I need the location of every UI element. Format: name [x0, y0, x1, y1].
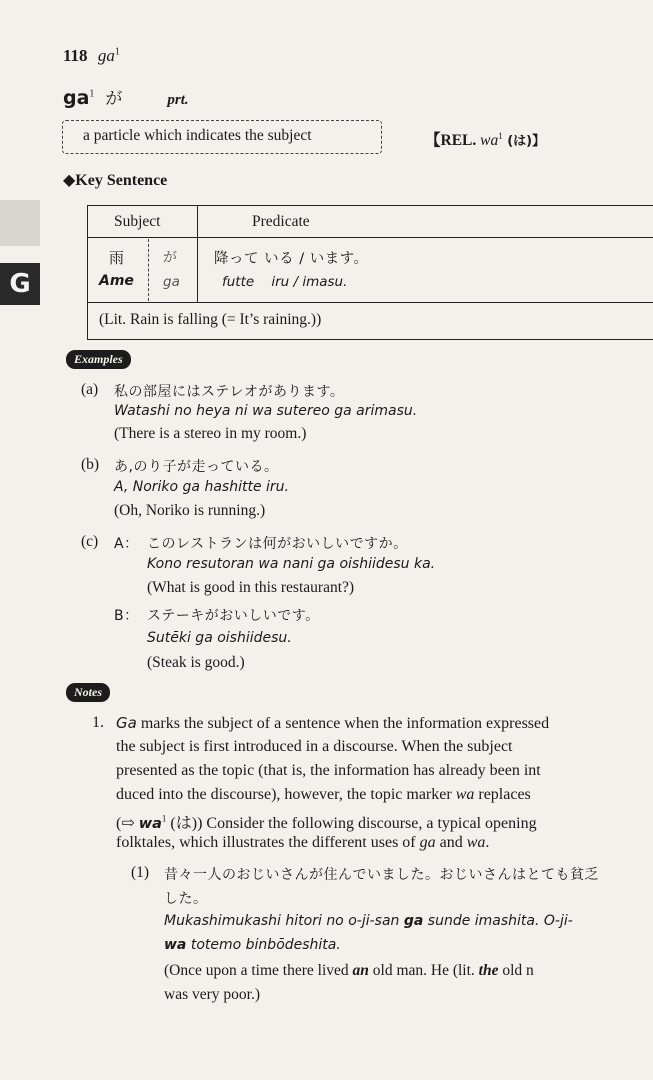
- note-1-line-6: folktales, which illustrates the different uses of ga and wa.: [116, 834, 490, 851]
- example-b-mark: (b): [81, 456, 100, 473]
- subject-jp: 雨: [109, 249, 125, 267]
- table-footer-divider: [88, 302, 653, 303]
- note-1-line-1: Ga marks the subject of a sentence when the information expressed: [116, 714, 550, 732]
- page-number: 118: [63, 46, 88, 65]
- examples-label: Examples: [66, 350, 131, 369]
- subexample-1-jp-line-2: した。: [164, 891, 208, 907]
- subject-romaji: Ame: [99, 273, 134, 289]
- table-dashed-divider: [148, 239, 149, 301]
- note-1-line-4: duced into the discourse), however, the topic marker wa replaces: [116, 786, 531, 803]
- headword-kana: が: [105, 89, 123, 109]
- predicate-header: Predicate: [252, 213, 310, 230]
- definition-text: a particle which indicates the subject: [83, 127, 312, 144]
- note-1-line-3: presented as the topic (that is, the information has already been int: [116, 762, 541, 779]
- example-a-jp: 私の部屋にはステレオがあります。: [114, 384, 345, 400]
- example-a-mark: (a): [81, 381, 99, 398]
- example-b-romaji: A, Noriko ga hashitte iru.: [114, 479, 289, 495]
- subexample-1-jp-line-1: 昔々一人のおじいさんが住んでいました。おじいさんはとても貧乏: [164, 867, 599, 883]
- example-b-jp: あ,のり子が走っている。: [114, 459, 279, 475]
- table-header-divider: [88, 237, 653, 238]
- particle-jp: が: [163, 250, 178, 266]
- subexample-1-mark: (1): [131, 864, 150, 881]
- example-c-mark: (c): [81, 533, 99, 550]
- notes-label: Notes: [66, 683, 110, 702]
- example-a-english: (There is a stereo in my room.): [114, 425, 307, 442]
- subject-header: Subject: [114, 213, 161, 230]
- entry-headword: [63, 84, 189, 110]
- example-c-b-english: (Steak is good.): [147, 654, 245, 671]
- example-c-a-jp: このレストランは何がおいしいですか。: [147, 536, 408, 552]
- key-sentence-table: [87, 205, 653, 340]
- example-c-a-romaji: Kono resutoran wa nani ga oishiidesu ka.: [147, 556, 436, 572]
- note-1-mark: 1.: [92, 714, 104, 731]
- note-1-line-2: the subject is first introduced in a discourse. When the subject: [116, 738, 513, 755]
- particle-romaji: ga: [163, 274, 180, 290]
- predicate-romaji: futte iru / imasu.: [222, 274, 348, 290]
- header-entry-sup: 1: [114, 46, 120, 58]
- example-a-romaji: Watashi no heya ni wa sutereo ga arimasu.: [114, 403, 418, 419]
- subexample-1-romaji-line-1: Mukashimukashi hitori no o-ji-san ga sunde imashita. O-ji-: [164, 913, 573, 929]
- key-sentence-title: ◆Key Sentence: [63, 172, 168, 189]
- example-c-speaker-a: A：: [114, 536, 139, 552]
- subexample-1-english-line-1: (Once upon a time there lived an old man. He (lit. the old n: [164, 962, 534, 979]
- predicate-jp: 降って いる / います。: [214, 251, 369, 267]
- note-1-line-5: (⇨ $wa^1$ (は)) Consider the following discourse, a typical opening: [116, 813, 537, 832]
- example-c-b-romaji: Sutēki ga oishiidesu.: [147, 630, 292, 646]
- example-c-a-english: (What is good in this restaurant?): [147, 579, 355, 596]
- related-entry: 【REL. $wa^1$ (は)】: [425, 130, 546, 149]
- margin-tab-shadow: [0, 200, 40, 246]
- headword-sup: 1: [89, 88, 95, 100]
- header-entry: ga: [97, 46, 115, 65]
- example-c-b-jp: ステーキがおいしいです。: [147, 608, 320, 624]
- subexample-1-romaji-line-2: wa totemo binbōdeshita.: [164, 937, 341, 953]
- part-of-speech: prt.: [167, 92, 189, 108]
- running-header: [63, 46, 120, 66]
- example-c-speaker-b: B：: [114, 608, 139, 624]
- subexample-1-english-line-2: was very poor.): [164, 986, 260, 1003]
- example-b-english: (Oh, Noriko is running.): [114, 502, 266, 519]
- table-column-divider: [197, 206, 198, 302]
- key-sentence-translation: (Lit. Rain is falling (= It’s raining.)): [99, 311, 322, 328]
- section-tab-letter: G: [0, 263, 40, 305]
- headword: ga: [63, 87, 90, 109]
